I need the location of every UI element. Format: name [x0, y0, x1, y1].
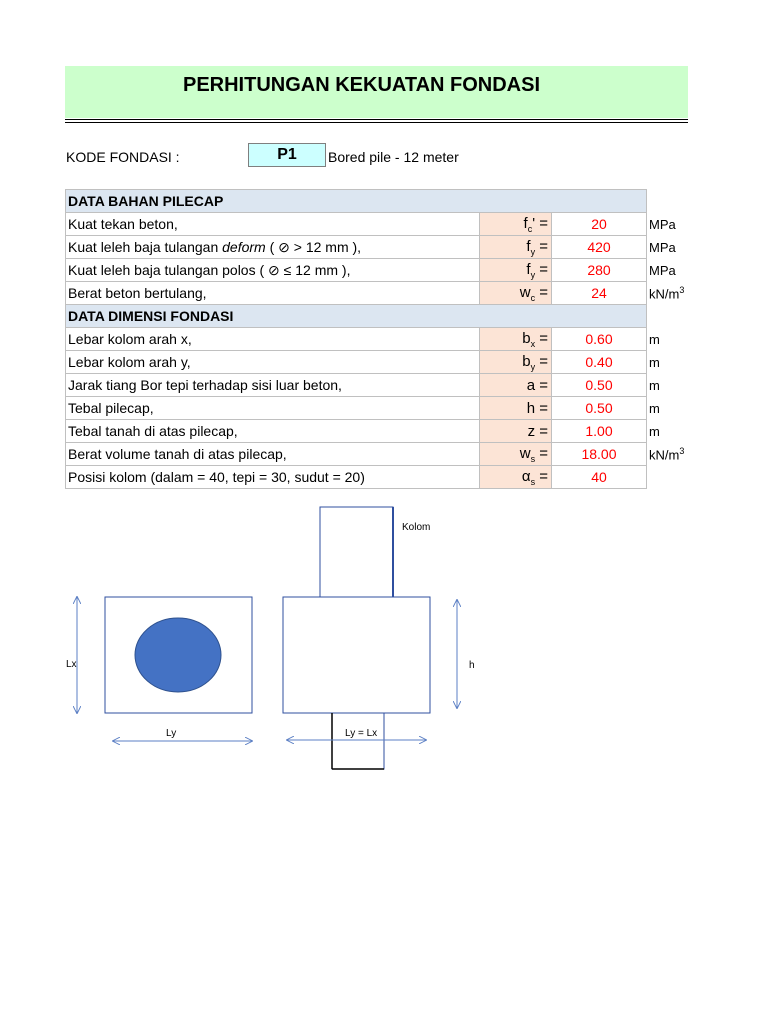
row-value-a[interactable]: 0.50 — [552, 374, 647, 397]
row-desc-ws: Berat volume tanah di atas pilecap, — [66, 443, 480, 466]
row-unit-ws: $kN/m^3$ — [649, 445, 685, 463]
row-symbol-by: $b_y$ = — [480, 351, 552, 374]
row-symbol-fy-deform: $f_y$ = — [480, 236, 552, 259]
row-symbol-as: $\alpha_s$ = — [480, 466, 552, 489]
row-unit-z: m — [649, 423, 660, 439]
row-desc-by: Lebar kolom arah y, — [66, 351, 480, 374]
row-value-fy-polos[interactable]: 280 — [552, 259, 647, 282]
row-desc-a: Jarak tiang Bor tepi terhadap sisi luar beton, — [66, 374, 480, 397]
row-unit-by: m — [649, 354, 660, 370]
row-unit-bx: m — [649, 331, 660, 347]
row-value-h[interactable]: 0.50 — [552, 397, 647, 420]
row-value-wc[interactable]: 24 — [552, 282, 647, 305]
row-symbol-wc: $w_c$ = — [480, 282, 552, 305]
row-symbol-bx: $b_x$ = — [480, 328, 552, 351]
lx-label: Lx — [66, 659, 77, 670]
bored-pile-circle — [135, 618, 221, 692]
row-desc-z: Tebal tanah di atas pilecap, — [66, 420, 480, 443]
row-unit-a: m — [649, 377, 660, 393]
row-value-fc[interactable]: 20 — [552, 213, 647, 236]
row-value-z[interactable]: 1.00 — [552, 420, 647, 443]
row-unit-h: m — [649, 400, 660, 416]
row-unit-wc: $kN/m^3$ — [649, 284, 685, 302]
ly-label: Ly — [166, 728, 177, 739]
kolom-label: Kolom — [402, 522, 431, 533]
row-unit-fy-polos: MPa — [649, 262, 676, 278]
ly-equals-lx-label: Ly = Lx — [345, 728, 378, 739]
row-desc-fc: Kuat tekan beton, — [66, 213, 480, 236]
column-elevation — [320, 507, 393, 597]
kode-fondasi-input[interactable]: P1 — [248, 143, 326, 167]
kode-fondasi-description: Bored pile - 12 meter — [328, 149, 459, 165]
section-title-bahan: DATA BAHAN PILECAP — [66, 190, 647, 213]
section-title-dimensi: DATA DIMENSI FONDASI — [66, 305, 647, 328]
row-symbol-h: h = — [480, 397, 552, 420]
row-desc-fy-deform: Kuat leleh baja tulangan deform ( ⊘ > 12 mm ), — [66, 236, 480, 259]
page-title: PERHITUNGAN KEKUATAN FONDASI — [182, 74, 541, 96]
row-desc-as: Posisi kolom (dalam = 40, tepi = 30, sudut = 20) — [66, 466, 480, 489]
row-symbol-a: a = — [480, 374, 552, 397]
row-desc-h: Tebal pilecap, — [66, 397, 480, 420]
row-desc-wc: Berat beton bertulang, — [66, 282, 480, 305]
row-value-fy-deform[interactable]: 420 — [552, 236, 647, 259]
kode-fondasi-label: KODE FONDASI : — [66, 149, 180, 165]
row-unit-fy-deform: MPa — [649, 239, 676, 255]
row-symbol-ws: $w_s$ = — [480, 443, 552, 466]
row-symbol-fy-polos: $f_y$ = — [480, 259, 552, 282]
pile-elevation — [332, 713, 384, 769]
row-symbol-fc: $f_c'$ = — [480, 213, 552, 236]
row-value-bx[interactable]: 0.60 — [552, 328, 647, 351]
row-value-by[interactable]: 0.40 — [552, 351, 647, 374]
pilecap-elevation — [283, 597, 430, 713]
h-label: h — [469, 660, 475, 671]
row-unit-fc: MPa — [649, 216, 676, 232]
row-desc-fy-polos: Kuat leleh baja tulangan polos ( ⊘ ≤ 12 mm ), — [66, 259, 480, 282]
row-value-as[interactable]: 40 — [552, 466, 647, 489]
row-value-ws[interactable]: 18.00 — [552, 443, 647, 466]
row-desc-bx: Lebar kolom arah x, — [66, 328, 480, 351]
row-symbol-z: z = — [480, 420, 552, 443]
